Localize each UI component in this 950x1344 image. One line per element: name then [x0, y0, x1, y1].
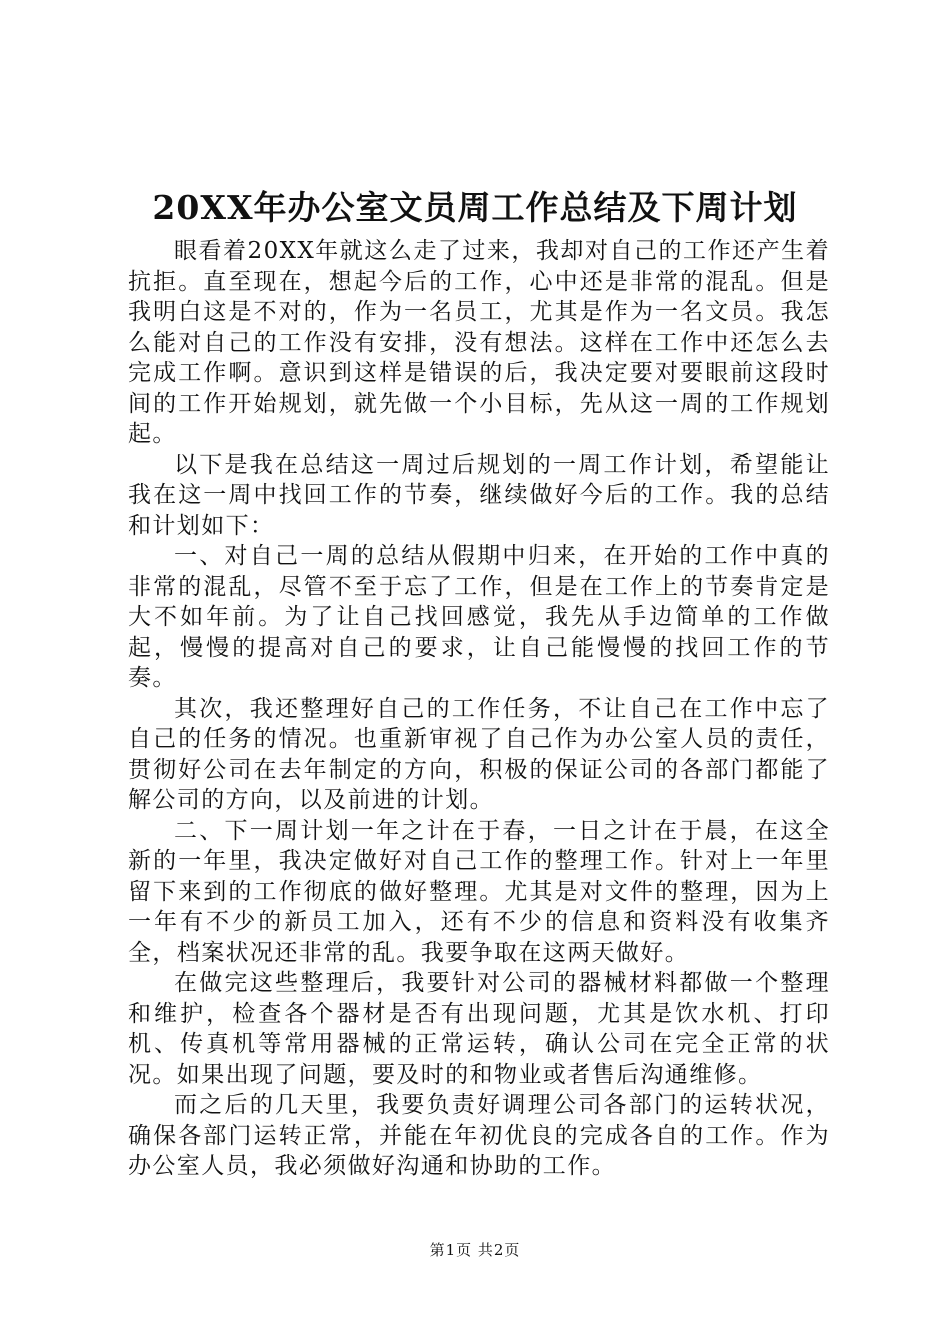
paragraph-equipment-maintenance: 在做完这些整理后，我要针对公司的器械材料都做一个整理和维护，检查各个器材是否有出现问题，尤其是饮水机、打印机、传真机等常用器械的正常运转，确认公司在完全正常的状况。如果出现了问题，要及时的和物业或者售后沟通维修。	[128, 970, 830, 1088]
document-title: 20XX年办公室文员周工作总结及下周计划	[152, 188, 798, 227]
paragraph-department-coordination: 而之后的几天里，我要负责好调理公司各部门的运转状况，确保各部门运转正常，并能在年初优良的完成各自的工作。作为办公室人员，我必须做好沟通和协助的工作。	[128, 1092, 830, 1179]
page-number-footer: 第1页 共2页	[429, 1241, 521, 1259]
paragraph-weekly-summary: 一、对自己一周的总结从假期中归来，在开始的工作中真的非常的混乱，尽管不至于忘了工作，但是在工作上的节奏肯定是大不如年前。为了让自己找回感觉，我先从手边简单的工作做起，慢慢的提高对自己的要求，让自己能慢慢的找回工作的节奏。	[128, 543, 830, 691]
paragraph-intro: 眼看着20XX年就这么走了过来，我却对自己的工作还产生着抗拒。直至现在，想起今后的工作，心中还是非常的混乱。但是我明白这是不对的，作为一名员工，尤其是作为一名文员。我怎么能对自己的工作没有安排，没有想法。这样在工作中还怎么去完成工作啊。意识到这样是错误的后，我决定要对要眼前这段时间的工作开始规划，就先做一个小目标，先从这一周的工作规划起。	[128, 238, 830, 447]
paragraph-task-review: 其次，我还整理好自己的工作任务，不让自己在工作中忘了自己的任务的情况。也重新审视了自己作为办公室人员的责任，贯彻好公司在去年制定的方向，积极的保证公司的各部门都能了解公司的方向，以及前进的计划。	[128, 695, 830, 813]
paragraph-next-week-plan: 二、下一周计划一年之计在于春，一日之计在于晨，在这全新的一年里，我决定做好对自己工作的整理工作。针对上一年里留下来到的工作彻底的做好整理。尤其是对文件的整理，因为上一年有不少的新员工加入，还有不少的信息和资料没有收集齐全，档案状况还非常的乱。我要争取在这两天做好。	[128, 817, 830, 966]
paragraph-overview: 以下是我在总结这一周过后规划的一周工作计划，希望能让我在这一周中找回工作的节奏，继续做好今后的工作。我的总结和计划如下：	[128, 451, 830, 539]
document-body	[128, 236, 830, 1182]
